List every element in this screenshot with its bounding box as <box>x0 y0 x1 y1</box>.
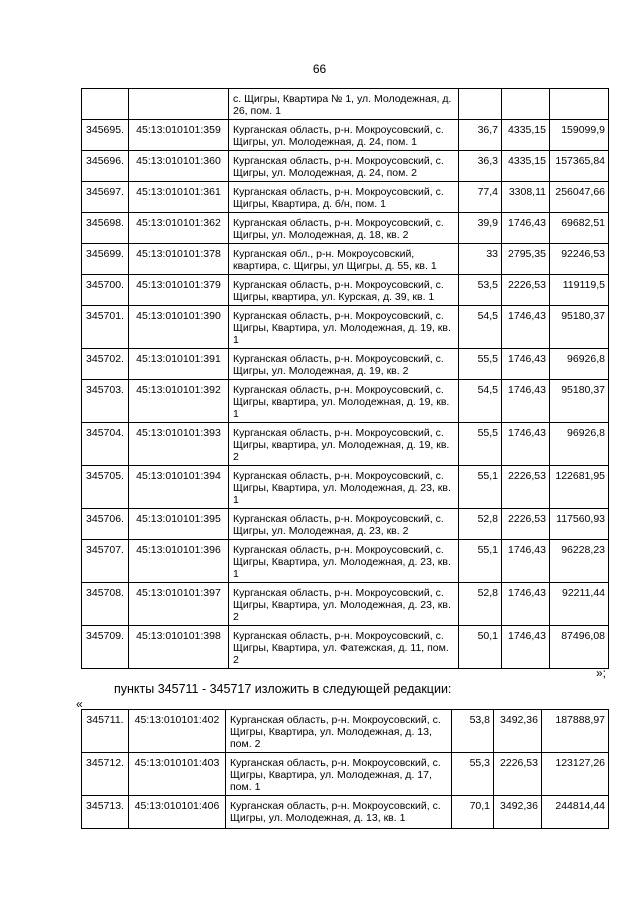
table-row <box>82 509 609 540</box>
unit-price-cell: 2226,53 <box>494 753 542 796</box>
unit-price-cell: 3492,36 <box>494 710 542 753</box>
table-row <box>82 796 609 829</box>
amendment-text: пункты 345711 - 345717 изложить в следующей редакции: <box>114 682 452 696</box>
unit-price-cell: 2226,53 <box>502 509 550 540</box>
address-cell: Курганская область, р-н. Мокроусовский, с. Щигры, Квартира, ул. Фатежская, д. 11, пом. 2 <box>229 626 459 669</box>
address-cell: Курганская область, р-н. Мокроусовский, с. Щигры, ул. Молодежная, д. 23, кв. 2 <box>229 509 459 540</box>
row-number-cell: 345703. <box>82 380 129 423</box>
area-cell: 55,3 <box>452 753 494 796</box>
area-cell: 53,8 <box>452 710 494 753</box>
cadastral-number-cell: 45:13:010101:360 <box>129 151 229 182</box>
table-row <box>82 583 609 626</box>
table-row <box>82 466 609 509</box>
table-row <box>82 626 609 669</box>
cadastral-number-cell: 45:13:010101:406 <box>129 796 226 829</box>
cadastral-number-cell: 45:13:010101:362 <box>129 213 229 244</box>
row-number-cell: 345698. <box>82 213 129 244</box>
cadastral-number-cell <box>129 89 229 120</box>
table-row <box>82 244 609 275</box>
row-number-cell: 345702. <box>82 349 129 380</box>
unit-price-cell: 1746,43 <box>502 349 550 380</box>
cadastral-number-cell: 45:13:010101:402 <box>129 710 226 753</box>
address-cell: Курганская область, р-н. Мокроусовский, с. Щигры, Квартира, ул. Молодежная, д. 19, кв. 1 <box>229 306 459 349</box>
total-value-cell: 123127,26 <box>542 753 609 796</box>
total-value-cell: 96926,8 <box>550 349 609 380</box>
row-number-cell: 345713. <box>82 796 129 829</box>
table-row <box>82 753 609 796</box>
unit-price-cell: 1746,43 <box>502 423 550 466</box>
table-row <box>82 710 609 753</box>
row-number-cell: 345711. <box>82 710 129 753</box>
address-cell: Курганская область, р-н. Мокроусовский, с. Щигры, Квартира, ул. Молодежная, д. 17, пом. 1 <box>226 753 452 796</box>
area-cell: 33 <box>459 244 502 275</box>
property-table-body <box>82 89 609 669</box>
unit-price-cell: 1746,43 <box>502 380 550 423</box>
row-number-cell: 345700. <box>82 275 129 306</box>
total-value-cell: 92246,53 <box>550 244 609 275</box>
unit-price-cell <box>502 89 550 120</box>
total-value-cell: 117560,93 <box>550 509 609 540</box>
address-cell: с. Щигры, Квартира № 1, ул. Молодежная, д. 26, пом. 1 <box>229 89 459 120</box>
total-value-cell: 69682,51 <box>550 213 609 244</box>
unit-price-cell: 1746,43 <box>502 306 550 349</box>
cadastral-number-cell: 45:13:010101:394 <box>129 466 229 509</box>
address-cell: Курганская область, р-н. Мокроусовский, с. Щигры, ул. Молодежная, д. 19, кв. 2 <box>229 349 459 380</box>
property-table-continued <box>81 88 609 669</box>
area-cell: 54,5 <box>459 380 502 423</box>
cadastral-number-cell: 45:13:010101:393 <box>129 423 229 466</box>
row-number-cell: 345707. <box>82 540 129 583</box>
address-cell: Курганская область, р-н. Мокроусовский, с. Щигры, квартира, ул. Молодежная, д. 19, кв. 1 <box>229 380 459 423</box>
total-value-cell: 95180,37 <box>550 380 609 423</box>
cadastral-number-cell: 45:13:010101:390 <box>129 306 229 349</box>
unit-price-cell: 1746,43 <box>502 583 550 626</box>
total-value-cell: 96926,8 <box>550 423 609 466</box>
unit-price-cell: 2226,53 <box>502 275 550 306</box>
row-number-cell: 345699. <box>82 244 129 275</box>
area-cell: 39,9 <box>459 213 502 244</box>
unit-price-cell: 1746,43 <box>502 213 550 244</box>
total-value-cell: 122681,95 <box>550 466 609 509</box>
row-number-cell: 345697. <box>82 182 129 213</box>
row-number-cell: 345706. <box>82 509 129 540</box>
total-value-cell: 96228,23 <box>550 540 609 583</box>
cadastral-number-cell: 45:13:010101:391 <box>129 349 229 380</box>
address-cell: Курганская область, р-н. Мокроусовский, с. Щигры, Квартира, ул. Молодежная, д. 23, кв. 1 <box>229 466 459 509</box>
area-cell: 55,1 <box>459 466 502 509</box>
unit-price-cell: 4335,15 <box>502 151 550 182</box>
area-cell: 55,5 <box>459 423 502 466</box>
area-cell: 36,3 <box>459 151 502 182</box>
row-number-cell <box>82 89 129 120</box>
table-row <box>82 275 609 306</box>
unit-price-cell: 1746,43 <box>502 540 550 583</box>
table-row <box>82 120 609 151</box>
area-cell: 52,8 <box>459 583 502 626</box>
address-cell: Курганская область, р-н. Мокроусовский, с. Щигры, Квартира, ул. Молодежная, д. 23, кв. 2 <box>229 583 459 626</box>
total-value-cell: 187888,97 <box>542 710 609 753</box>
unit-price-cell: 4335,15 <box>502 120 550 151</box>
page-number: 66 <box>312 62 327 76</box>
total-value-cell: 87496,08 <box>550 626 609 669</box>
row-number-cell: 345712. <box>82 753 129 796</box>
total-value-cell: 92211,44 <box>550 583 609 626</box>
opening-quote: « <box>76 697 83 711</box>
total-value-cell: 119119,5 <box>550 275 609 306</box>
address-cell: Курганская обл., р-н. Мокроусовский, квартира, с. Щигры, ул Щигры, д. 55, кв. 1 <box>229 244 459 275</box>
address-cell: Курганская область, р-н. Мокроусовский, с. Щигры, ул. Молодежная, д. 24, пом. 2 <box>229 151 459 182</box>
address-cell: Курганская область, р-н. Мокроусовский, с. Щигры, ул. Молодежная, д. 13, кв. 1 <box>226 796 452 829</box>
table-row <box>82 182 609 213</box>
unit-price-cell: 3492,36 <box>494 796 542 829</box>
table-row <box>82 213 609 244</box>
total-value-cell: 157365,84 <box>550 151 609 182</box>
area-cell: 55,1 <box>459 540 502 583</box>
cadastral-number-cell: 45:13:010101:397 <box>129 583 229 626</box>
table-row <box>82 306 609 349</box>
table-row <box>82 423 609 466</box>
row-number-cell: 345708. <box>82 583 129 626</box>
area-cell: 55,5 <box>459 349 502 380</box>
total-value-cell: 159099,9 <box>550 120 609 151</box>
area-cell: 54,5 <box>459 306 502 349</box>
area-cell: 53,5 <box>459 275 502 306</box>
unit-price-cell: 3308,11 <box>502 182 550 213</box>
area-cell: 36,7 <box>459 120 502 151</box>
table-row <box>82 89 609 120</box>
row-number-cell: 345695. <box>82 120 129 151</box>
table-row <box>82 151 609 182</box>
address-cell: Курганская область, р-н. Мокроусовский, с. Щигры, ул. Молодежная, д. 24, пом. 1 <box>229 120 459 151</box>
cadastral-number-cell: 45:13:010101:378 <box>129 244 229 275</box>
unit-price-cell: 2226,53 <box>502 466 550 509</box>
area-cell: 50,1 <box>459 626 502 669</box>
address-cell: Курганская область, р-н. Мокроусовский, с. Щигры, квартира, ул. Молодежная, д. 19, кв. 2 <box>229 423 459 466</box>
unit-price-cell: 2795,35 <box>502 244 550 275</box>
address-cell: Курганская область, р-н. Мокроусовский, с. Щигры, Квартира, д. б/н, пом. 1 <box>229 182 459 213</box>
area-cell <box>459 89 502 120</box>
closing-quote: »; <box>596 666 607 680</box>
cadastral-number-cell: 45:13:010101:361 <box>129 182 229 213</box>
row-number-cell: 345704. <box>82 423 129 466</box>
cadastral-number-cell: 45:13:010101:396 <box>129 540 229 583</box>
property-table-body <box>82 710 609 829</box>
cadastral-number-cell: 45:13:010101:392 <box>129 380 229 423</box>
total-value-cell <box>550 89 609 120</box>
cadastral-number-cell: 45:13:010101:403 <box>129 753 226 796</box>
area-cell: 77,4 <box>459 182 502 213</box>
table-row <box>82 349 609 380</box>
row-number-cell: 345709. <box>82 626 129 669</box>
table-row <box>82 380 609 423</box>
total-value-cell: 256047,66 <box>550 182 609 213</box>
address-cell: Курганская область, р-н. Мокроусовский, с. Щигры, Квартира, ул. Молодежная, д. 13, пом. 2 <box>226 710 452 753</box>
area-cell: 70,1 <box>452 796 494 829</box>
row-number-cell: 345696. <box>82 151 129 182</box>
table-row <box>82 540 609 583</box>
property-table-amended <box>81 709 609 829</box>
total-value-cell: 244814,44 <box>542 796 609 829</box>
address-cell: Курганская область, р-н. Мокроусовский, с. Щигры, квартира, ул. Курская, д. 39, кв. 1 <box>229 275 459 306</box>
unit-price-cell: 1746,43 <box>502 626 550 669</box>
cadastral-number-cell: 45:13:010101:395 <box>129 509 229 540</box>
total-value-cell: 95180,37 <box>550 306 609 349</box>
cadastral-number-cell: 45:13:010101:379 <box>129 275 229 306</box>
address-cell: Курганская область, р-н. Мокроусовский, с. Щигры, ул. Молодежная, д. 18, кв. 2 <box>229 213 459 244</box>
area-cell: 52,8 <box>459 509 502 540</box>
cadastral-number-cell: 45:13:010101:359 <box>129 120 229 151</box>
row-number-cell: 345701. <box>82 306 129 349</box>
row-number-cell: 345705. <box>82 466 129 509</box>
address-cell: Курганская область, р-н. Мокроусовский, с. Щигры, Квартира, ул. Молодежная, д. 23, кв. 1 <box>229 540 459 583</box>
cadastral-number-cell: 45:13:010101:398 <box>129 626 229 669</box>
